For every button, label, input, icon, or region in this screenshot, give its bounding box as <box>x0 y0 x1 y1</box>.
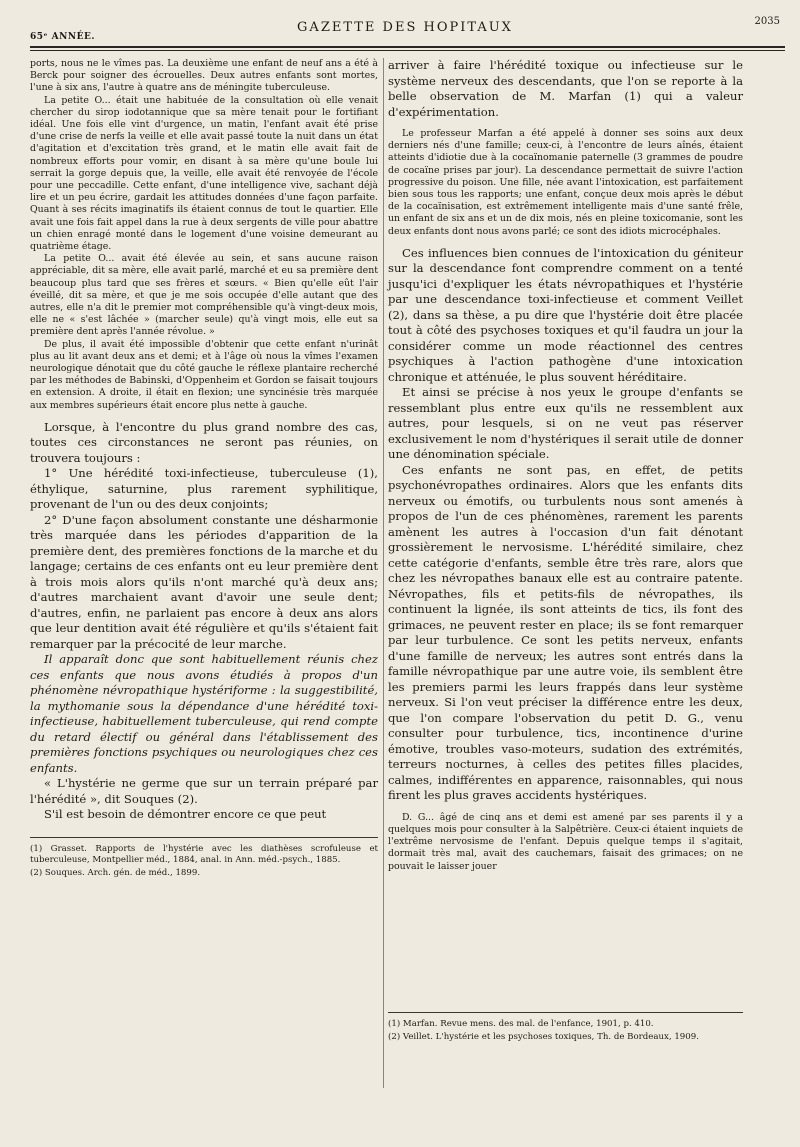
main-text <box>388 246 743 804</box>
paragraph: « L'hystérie ne germe que sur un terrain préparé par l'hérédité », dit Souques (2). <box>30 776 378 806</box>
footnote: (1) Marfan. Revue mens. des mal. de l'enfance, 1901, p. 410. <box>388 1019 654 1029</box>
footnotes <box>388 1019 743 1043</box>
column-divider <box>383 58 384 1088</box>
header-rule-thin <box>30 50 785 51</box>
case-notes <box>30 58 378 412</box>
footnote-rule <box>388 1012 743 1013</box>
main-text <box>388 58 743 120</box>
header-rule <box>30 46 785 48</box>
case-notes <box>388 812 743 873</box>
case-notes <box>388 128 743 238</box>
footnote: (2) Veillet. L'hystérie et les psychoses toxiques, Th. de Bordeaux, 1909. <box>388 1032 699 1042</box>
paragraph: Lorsque, à l'encontre du plus grand nombre des cas, toutes ces circonstances ne seront pas réunies, on trouvera toujours : <box>30 419 378 465</box>
footnote: (1) Grasset. Rapports de l'hystérie avec les diathèses scrofuleuse et tuberculeuse, Montpellier méd., 1884, anal. in Ann. méd.-psych., 1885. <box>30 843 378 865</box>
left-column <box>30 58 378 881</box>
paragraph: arriver à faire l'hérédité toxique ou infectieuse sur le système nerveux des descendants, que l'on se reporte à la belle observation de M. Marfan (1) qui a valeur d'expérimentation. <box>388 58 743 119</box>
paragraph: ports, nous ne le vîmes pas. La deuxième une enfant de neuf ans a été à Berck pour soigner des écrouelles. Deux autres enfants sont mortes, l'une à six ans, l'autre à quatre ans de méningite tuberculeuse. <box>30 58 378 94</box>
paragraph: D. G... âgé de cinq ans et demi est amené par ses parents il y a quelques mois pour consulter à la Salpêtrière. Ceux-ci étaient inquiets de l'extrême nervosisme de l'enfant. Depuis quelque temps il s'agitait, dormait très mal, avait des cauchemars, faisait des grimaces; on ne pouvait le laisser jouer <box>388 811 743 872</box>
right-column <box>388 58 743 873</box>
paragraph: 1° Une hérédité toxi-infectieuse, tuberculeuse (1), éthylique, saturnine, plus rarement syphilitique, provenant de l'un ou des deux conjoints; <box>30 466 378 512</box>
paragraph: La petite O... avait été élevée au sein, et sans aucune raison appréciable, dit sa mère, elle avait parlé, marché et eu sa première dent beaucoup plus tard que ses frères et sœurs. « Bien qu'elle eût l'air éveillé, dit sa mère, et que je me sois occupée d'elle autant que des autres, elle n'a dit le premier mot compréhensible qu'à vingt-deux mois, elle ne « s'est lâchée » (marcher seule) qu'à vingt mois, elle eut sa première dent après l'année révolue. » <box>30 253 378 338</box>
paragraph: La petite O... était une habituée de la consultation où elle venait chercher du sirop iodotannique que sa mère tenait pour le fortifiant idéal. Une fois elle vint d'urgence, un matin, l'enfant avait été prise d'une crise de nerfs la veille et elle avait passé toute la nuit dans un état d'agitation et d'excitation très grand, et le matin elle avait fait de nombreux efforts pour vomir, en disant à sa mère qu'une boule lui serrait la gorge depuis que, la veille, elle avait été renvoyée de l'école pour une peccadille. Cette enfant, d'une intelligence vive, sachant déjà lire et un peu écrire, gardait les attitudes données d'une façon parfaite. Quant à ses récits imaginatifs ils étaient connus de tout le quartier. Elle avait une fois fait appel dans la rue à deux sergents de ville pour abattre un chien enragé monté dans le logement d'une voisine demeurant au quatrième étage. <box>30 94 378 253</box>
footnote-rule <box>30 837 378 838</box>
italic-conclusion: Il apparaît donc que sont habituellement réunis chez ces enfants que nous avons étudiés à propos d'un phénomène névropathique hystériforme : la suggestibilité, la mythomanie sous la dépendance d'une hérédité toxi-infectieuse, habituellement tuberculeuse, qui rend compte du retard électif ou général dans l'établissement des premières fonctions psychiques ou neurologiques chez ces enfants. <box>30 652 378 775</box>
paragraph: 2° D'une façon absolument constante une désharmonie très marquée dans les périodes d'apparition de la première dent, des premières fonctions de la marche et du langage; certains de ces enfants ont eu leur première dent à trois mois alors qu'ils n'ont marché qu'à deux ans; d'autres marchaient avant d'avoir une seule dent; d'autres, enfin, ne parlaient pas encore à deux ans alors que leur dentition avait été régulière et qu'ils s'étaient fait remarquer par la précocité de leur marche. <box>30 512 378 651</box>
main-text <box>30 420 378 823</box>
volume-label: 65ᵉ ANNÉE. <box>30 32 95 42</box>
paragraph: Et ainsi se précise à nos yeux le groupe d'enfants se ressemblant plus entre eux qu'ils ne ressemblent aux autres, pour lesquels, si on ne veut pas réserver exclusivement le nom d'hystériques il serait utile de donner une dénomination spéciale. <box>388 385 743 462</box>
journal-title: GAZETTE DES HOPITAUX <box>297 20 513 35</box>
right-footnotes-block <box>388 1012 743 1045</box>
paragraph: De plus, il avait été impossible d'obtenir que cette enfant n'urinât plus au lit avant deux ans et demi; et à l'âge où nous la vîmes l'examen neurologique dénotait que du côté gauche le réflexe plantaire recherché par les méthodes de Babinski, d'Oppenheim et Gordon se faisait toujours en extension. A droite, il était en flexion; une syncinésie très marquée aux membres supérieurs était encore plus nette à gauche. <box>30 338 378 411</box>
paragraph: Ces influences bien connues de l'intoxication du géniteur sur la descendance font comprendre comment on a tenté jusqu'ici d'expliquer les états névropathiques et l'hystérie par une descendance toxi-infectieuse et comment Veillet (2), dans sa thèse, a pu dire que l'hystérie doit être placée tout à côté des psychoses toxiques et qu'il faudra un jour la considérer comme un mode réactionnel des centres psychiques à l'action pathogène d'une intoxication chronique et atténuée, le plus souvent héréditaire. <box>388 245 743 384</box>
paragraph: S'il est besoin de démontrer encore ce que peut <box>44 807 327 822</box>
footnotes <box>30 844 378 879</box>
page-number: 2035 <box>754 16 780 27</box>
paragraph: Ces enfants ne sont pas, en effet, de petits psychonévropathes ordinaires. Alors que les enfants dits nerveux ou émotifs, ou turbulents nous sont amenés à propos de l'un de ces phénomènes, rarement les parents amènent les autres à l'occasion d'un fait dénotant grossièrement le nervosisme. L'hérédité similaire, chez cette catégorie d'enfants, semble être très rare, alors que chez les névropathes banaux elle est au contraire patente. Névropathes, fils et petits-fils de névropathes, ils continuent la lignée, ils sont atteints de tics, ils font des grimaces, ne peuvent rester en place; ils se font remarquer par leur turbulence. Ce sont les petits nerveux, enfants d'une famille de nerveux; les autres sont entrés dans la famille névropathique par une autre voie, ils semblent être les premiers parmi les leurs frappés dans leur système nerveux. Si l'on veut préciser la différence entre les deux, que l'on compare l'observation du petit D. G., venu consulter pour turbulence, tics, incontinence d'urine émotive, troubles vaso-moteurs, sudation des extrémités, terreurs nocturnes, à celles des petites filles placides, calmes, indifférentes en apparence, raisonnables, qui nous firent les plus graves accidents hystériques. <box>388 462 743 803</box>
footnote: (2) Souques. Arch. gén. de méd., 1899. <box>30 867 201 878</box>
paragraph: Le professeur Marfan a été appelé à donner ses soins aux deux derniers nés d'une famille; ceux-ci, à l'encontre de leurs aînés, étaient atteints d'idiotie due à la cocaïnomanie paternelle (3 grammes de poudre de cocaïne prises par jour). La descendance permettait de suivre l'action progressive du poison. Une fille, née avant l'intoxication, est parfaitement bien sous tous les rapports; une enfant, conçue deux mois après le début de la cocaïnisation, est extrêmement intelligente mais d'une santé frêle, un enfant de six ans et un de dix mois, nés en pleine toxicomanie, sont les deux enfants dont nous avons parlé; ce sont des idiots microcéphales. <box>388 128 743 237</box>
page-header <box>30 10 780 50</box>
